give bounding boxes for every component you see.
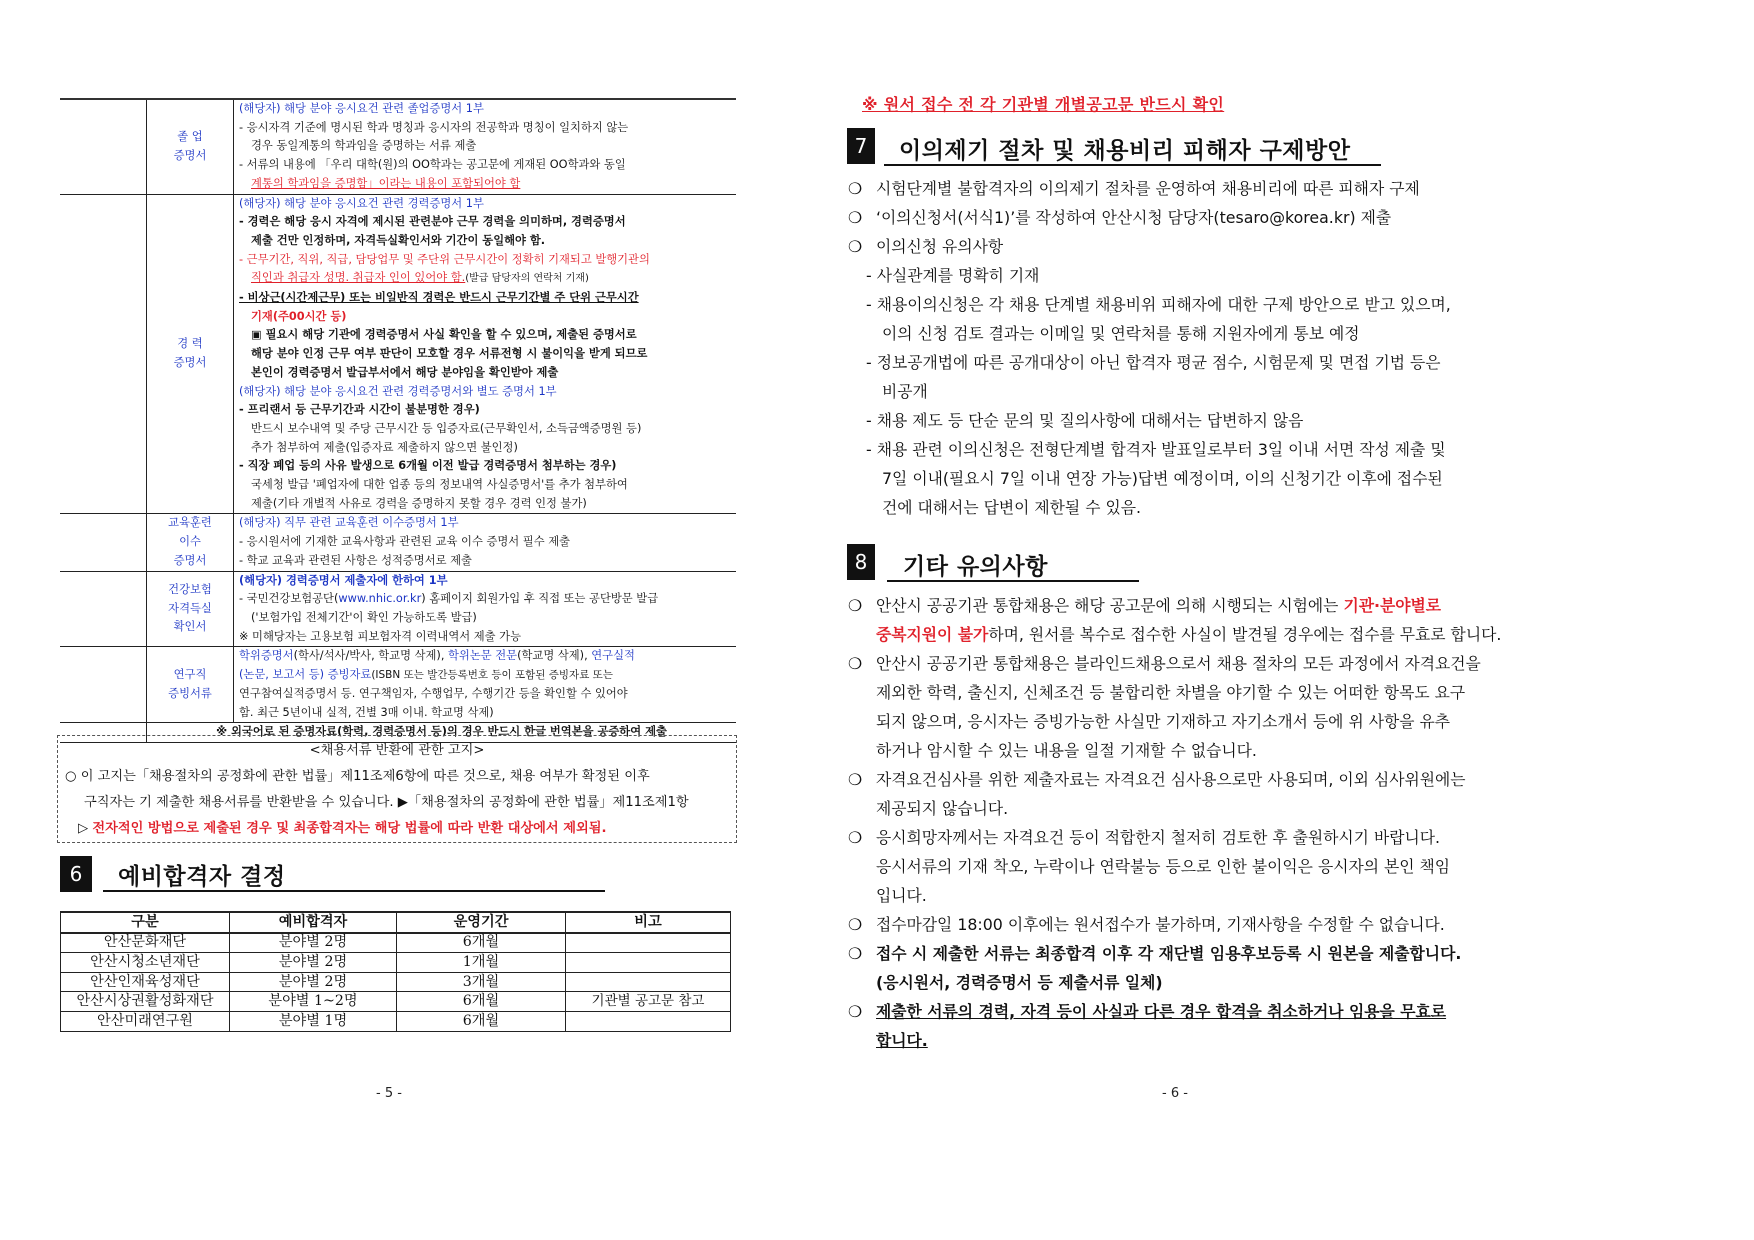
col-header-note: 비고 — [566, 912, 731, 933]
section-8-body: ❍ 안산시 공공기관 통합채용은 해당 공고문에 의해 시행되는 시험에는 기관·분야별로 중복지원이 불가하며, 원서를 복수로 접수한 사실이 발견될 경우에는 접수를 무효로 합니다. ❍ 안산시 공공기관 통합채용은 블라인드채용으로서 채용 절차의 모든 과정에서 자격요건을 제외한 학력, 출신지, 신체조건 등 불합리한 차별을 야기할 수 있는 어떠한 항목도 요구 되지 않으며, 응시자는 증빙가능한 사실만 기재하고 자기소개서 등에 위 사항을 유추 하거나 암시할 수 있는 내용을 일절 기재할 수 없습니다. ❍ 자격요건심사를 위한 제출자료는 자격요건 심사용으로만 사용되며, 이외 심사위원에는 제공되지 않습니다. ❍ 응시희망자께서는 자격요건 등이 적합한지 철저히 검토한 후 출원하시기 바랍니다. 응시서류의 기재 착오, 누락이나 연락불능 등으로 인한 불이익은 응시자의 본인 책임 입니다. ❍ 접수마감일 18:00 이후에는 원서접수가 불가하며, 기재사항을 수정할 수 없습니다. ❍ 접수 시 제출한 서류는 최종합격 이후 각 재단별 임용후보등록 시 원본을 제출합니다. (응시원서, 경력증명서 등 제출서류 일체) ❍ 제출한 서류의 경력, 자격 등이 사실과 다른 경우 합격을 취소하거나 임용을 무효로 합니다. — [848, 591, 1520, 1055]
row-name-career: 경 력 증명서 — [147, 194, 234, 514]
row-content-career: (해당자) 해당 분야 응시요건 관련 경력증명서 1부 - 경력은 해당 응시 자격에 제시된 관련분야 근무 경력을 의미하며, 경력증명서 제출 건만 인정하며, 자격득실확인서와 기간이 동일해야 함. - 근무기간, 직위, 직급, 담당업무 및 주단위 근무시간이 정확히 기재되고 발행기관의 직인과 취급자 성명. 취급자 인이 있어야 함.(발급 담당자의 연락처 기재) - 비상근(시간제근무) 또는 비일반직 경력은 반드시 근무기간별 주 단위 근무시간 기재(주00시간 등) ▣ 필요시 해당 기관에 경력증명서 사실 확인을 할 수 있으며, 제출된 증명서로 해당 분야 인정 근무 여부 판단이 모호할 경우 서류전형 시 불이익을 받게 되므로 본인이 경력증명서 발급부서에서 해당 분야임을 확인받아 제출 (해당자) 해당 분야 응시요건 관련 경력증명서와 별도 증명서 1부 - 프리랜서 등 근무기간과 시간이 불분명한 경우) 반드시 보수내역 및 주당 근무시간 등 입증자료(근무확인서, 소득금액증명원 등) 추가 첨부하여 제출(입증자료 제출하지 않으면 불인정) - 직장 폐업 등의 사유 발생으로 6개월 이전 발급 경력증명서 첨부하는 경우) 국세청 발급 '폐업자에 대한 업종 등의 정보내역 사실증명서'를 추가 첨부하여 제출(기타 개별적 사유로 경력을 증명하지 못할 경우 경력 인정 불가) — [234, 194, 737, 514]
top-warning-notice: ※ 원서 접수 전 각 기관별 개별공고문 반드시 확인 — [862, 95, 1225, 114]
section-7-title: 이의제기 절차 및 채용비리 피해자 구제방안 — [899, 138, 1351, 164]
bullet-icon: ❍ — [848, 915, 863, 934]
notice-arrow-icon: ▷ — [78, 821, 89, 836]
row-name-graduation: 졸 업 증명서 — [147, 99, 234, 194]
bullet-icon: ❍ — [848, 179, 863, 198]
notice-line-1: ○ 이 고지는「채용절차의 공정화에 관한 법률」제11조제6항에 따른 것으로, 채용 여부가 확정된 이후 — [65, 769, 650, 784]
row-content-health-insurance: (해당자) 경력증명서 제출자에 한하여 1부 - 국민건강보험공단(www.nhic.or.kr) 홈페이지 회원가입 후 직접 또는 공단방문 발급 ('보험가입 전체기간'이 확인 가능하도록 발급) ※ 미해당자는 고용보험 피보험자격 이력내역서 제출 가능 — [234, 571, 737, 647]
document-return-notice — [57, 735, 737, 843]
notice-title: <채용서류 반환에 관한 고지> — [309, 743, 485, 758]
section-7-number: 7 — [847, 128, 875, 164]
table-footnote: ※ 외국어로 된 증명자료(학력, 경력증명서 등)의 경우 반드시 한글 번역본을 공증하여 제출 — [147, 723, 737, 743]
row-content-graduation: (해당자) 해당 분야 응시요건 관련 졸업증명서 1부 - 응시자격 기준에 명시된 학과 명칭과 응시자의 전공학과 명칭이 일치하지 않는 경우 동일계통의 학과임을 증명하는 서류 제출 - 서류의 내용에 「우리 대학(원)의 OO학과는 공고문에 게재된 OO학과와 동일 계통의 학과임을 증명함」이라는 내용이 포함되어야 함 — [234, 99, 737, 194]
page-number-right: - 6 - — [1162, 1086, 1188, 1101]
bullet-icon: ❍ — [848, 596, 863, 615]
bullet-icon: ❍ — [848, 237, 863, 256]
bullet-icon: ❍ — [848, 208, 863, 227]
col-header-period: 운영기간 — [397, 912, 566, 933]
section-6-number: 6 — [60, 856, 92, 892]
section-7-body: ❍ 시험단계별 불합격자의 이의제기 절차를 운영하여 채용비리에 따른 피해자 구제 ❍ ‘이의신청서(서식1)’를 작성하여 안산시청 담당자(tesaro@korea.kr) 제출 ❍ 이의신청 유의사항 - 사실관계를 명확히 기재 - 채용이의신청은 각 채용 단계별 채용비위 피해자에 대한 구제 방안으로 받고 있으며, 이의 신청 검토 결과는 이메일 및 연락처를 통해 지원자에게 통보 예정 - 정보공개법에 따른 공개대상이 아닌 합격자 평균 점수, 시험문제 및 면접 기법 등은 비공개 - 채용 제도 등 단순 문의 및 질의사항에 대해서는 답변하지 않음 - 채용 관련 이의신청은 전형단계별 합격자 발표일로부터 3일 이내 서면 작성 제출 및 7일 이내(필요시 7일 이내 연장 가능)답변 예정이며, 이의 신청기간 이후에 접수된 건에 대해서는 답변이 제한될 수 있음. — [848, 174, 1520, 522]
row-content-training: (해당자) 직무 관련 교육훈련 이수증명서 1부 - 응시원서에 기재한 교육사항과 관련된 교육 이수 증명서 필수 제출 - 학교 교육과 관련된 사항은 성적증명서로 제출 — [234, 514, 737, 571]
row-content-research: 학위증명서(학사/석사/박사, 학교명 삭제), 학위논문 전문(학교명 삭제), 연구실적 (논문, 보고서 등) 증빙자료(ISBN 또는 발간등록번호 등이 포함된 증빙자료 또는 연구참여실적증명서 등. 연구책임자, 수행업무, 수행기간 등을 확인할 수 있어야 함. 최근 5년이내 실적, 건별 3매 이내. 학교명 삭제) — [234, 647, 737, 723]
bullet-icon: ❍ — [848, 1002, 863, 1021]
col-header-category: 구분 — [61, 912, 230, 933]
table-row: 안산시청소년재단 분야별 2명 1개월 — [61, 953, 731, 973]
section-6-underline — [103, 890, 605, 892]
bullet-icon: ❍ — [848, 770, 863, 789]
documents-table — [60, 98, 736, 743]
section-8-title: 기타 유의사항 — [903, 554, 1048, 580]
section-8-underline — [887, 580, 1139, 582]
table-row: 안산미래연구원 분야별 1명 6개월 — [61, 1011, 731, 1031]
bullet-icon: ❍ — [848, 944, 863, 963]
bullet-icon: ❍ — [848, 654, 863, 673]
nhic-link[interactable]: www.nhic.or.kr — [338, 592, 422, 606]
table-row: 안산문화재단 분야별 2명 6개월 — [61, 933, 731, 953]
row-name-research: 연구직 증빙서류 — [147, 647, 234, 723]
section-7-underline — [884, 164, 1381, 166]
bullet-icon: ❍ — [848, 828, 863, 847]
reserve-candidates-table — [60, 911, 731, 1032]
row-name-training: 교육훈련 이수 증명서 — [147, 514, 234, 571]
notice-line-2: 구직자는 기 제출한 채용서류를 반환받을 수 있습니다. ▶「채용절차의 공정화에 관한 법률」제11조제1항 — [84, 795, 689, 810]
page-number-left: - 5 - — [376, 1086, 402, 1101]
notice-line-3: 전자적인 방법으로 제출된 경우 및 최종합격자는 해당 법률에 따라 반환 대상에서 제외됨. — [92, 821, 607, 836]
table-row: 안산인재육성재단 분야별 2명 3개월 — [61, 972, 731, 992]
section-8-number: 8 — [847, 544, 875, 580]
row-name-health-insurance: 건강보험 자격득실 확인서 — [147, 571, 234, 647]
table-row: 안산시상권활성화재단 분야별 1~2명 6개월 기관별 공고문 참고 — [61, 992, 731, 1012]
col-header-reserve: 예비합격자 — [230, 912, 397, 933]
section-6-title: 예비합격자 결정 — [118, 864, 286, 890]
